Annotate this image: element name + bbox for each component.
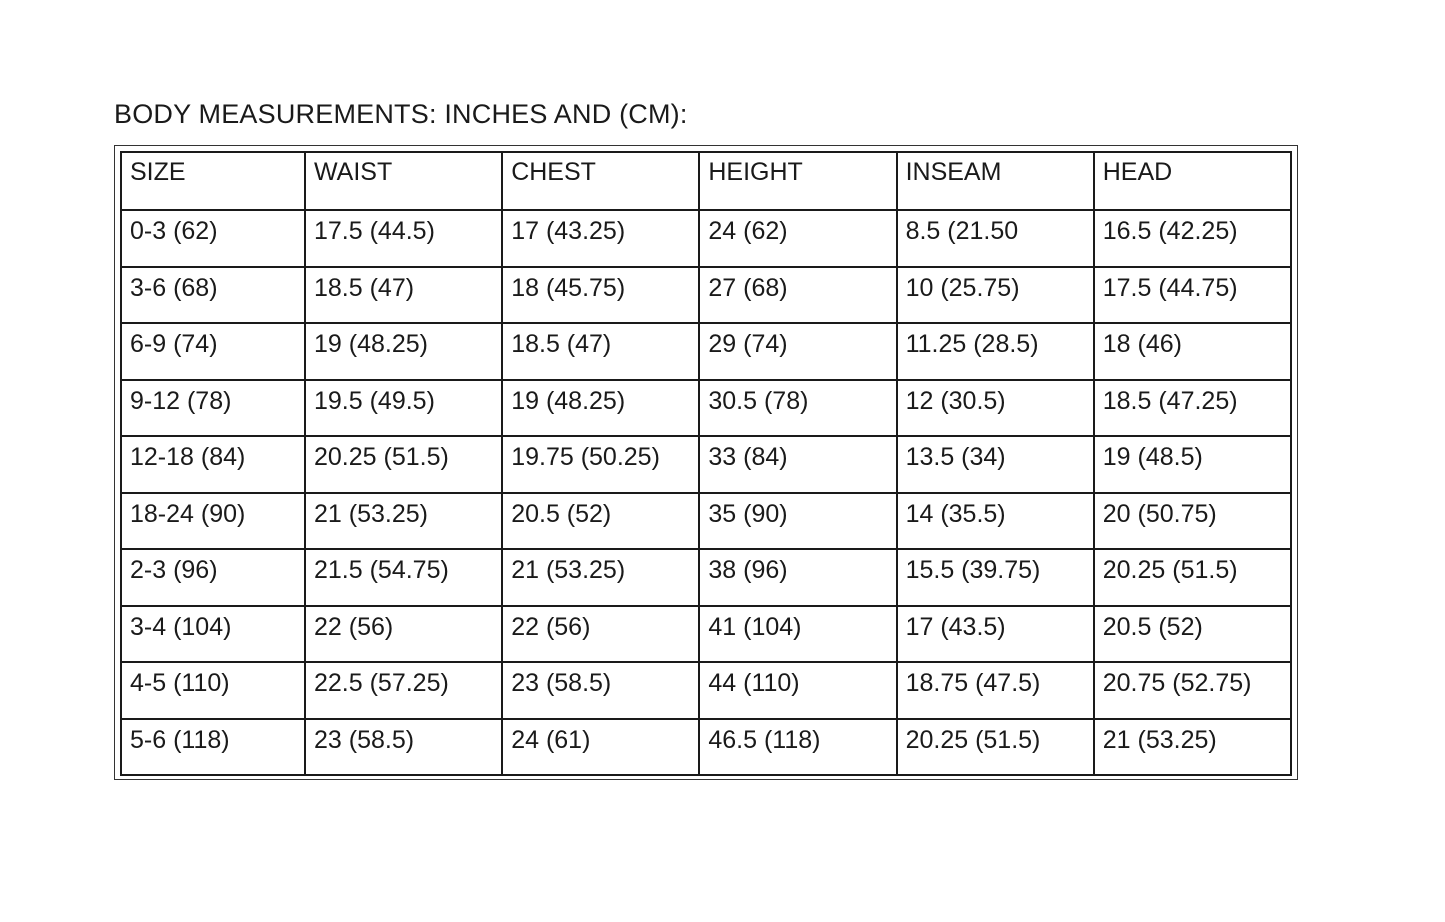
cell-head: 17.5 (44.75) bbox=[1094, 267, 1291, 324]
cell-size: 3-4 (104) bbox=[121, 606, 305, 663]
cell-height: 27 (68) bbox=[699, 267, 896, 324]
cell-chest: 19.75 (50.25) bbox=[502, 436, 699, 493]
cell-head: 20 (50.75) bbox=[1094, 493, 1291, 550]
cell-head: 20.25 (51.5) bbox=[1094, 549, 1291, 606]
cell-chest: 21 (53.25) bbox=[502, 549, 699, 606]
cell-inseam: 14 (35.5) bbox=[897, 493, 1094, 550]
cell-inseam: 20.25 (51.5) bbox=[897, 719, 1094, 776]
cell-waist: 19 (48.25) bbox=[305, 323, 502, 380]
column-header-size: SIZE bbox=[121, 152, 305, 210]
cell-head: 20.5 (52) bbox=[1094, 606, 1291, 663]
cell-height: 24 (62) bbox=[699, 210, 896, 267]
cell-chest: 17 (43.25) bbox=[502, 210, 699, 267]
cell-waist: 20.25 (51.5) bbox=[305, 436, 502, 493]
cell-waist: 17.5 (44.5) bbox=[305, 210, 502, 267]
cell-inseam: 18.75 (47.5) bbox=[897, 662, 1094, 719]
cell-height: 30.5 (78) bbox=[699, 380, 896, 437]
measurements-table-frame bbox=[114, 145, 1298, 780]
cell-inseam: 10 (25.75) bbox=[897, 267, 1094, 324]
cell-waist: 23 (58.5) bbox=[305, 719, 502, 776]
cell-height: 46.5 (118) bbox=[699, 719, 896, 776]
column-header-waist: WAIST bbox=[305, 152, 502, 210]
table-row bbox=[121, 662, 1291, 719]
cell-size: 4-5 (110) bbox=[121, 662, 305, 719]
cell-size: 18-24 (90) bbox=[121, 493, 305, 550]
cell-head: 21 (53.25) bbox=[1094, 719, 1291, 776]
cell-size: 3-6 (68) bbox=[121, 267, 305, 324]
cell-chest: 24 (61) bbox=[502, 719, 699, 776]
cell-height: 29 (74) bbox=[699, 323, 896, 380]
cell-chest: 22 (56) bbox=[502, 606, 699, 663]
column-header-inseam: INSEAM bbox=[897, 152, 1094, 210]
cell-chest: 18 (45.75) bbox=[502, 267, 699, 324]
cell-head: 20.75 (52.75) bbox=[1094, 662, 1291, 719]
cell-waist: 18.5 (47) bbox=[305, 267, 502, 324]
cell-inseam: 8.5 (21.50 bbox=[897, 210, 1094, 267]
column-header-head: HEAD bbox=[1094, 152, 1291, 210]
cell-waist: 19.5 (49.5) bbox=[305, 380, 502, 437]
table-row bbox=[121, 493, 1291, 550]
cell-chest: 23 (58.5) bbox=[502, 662, 699, 719]
table-row bbox=[121, 380, 1291, 437]
cell-size: 0-3 (62) bbox=[121, 210, 305, 267]
table-row bbox=[121, 549, 1291, 606]
cell-head: 16.5 (42.25) bbox=[1094, 210, 1291, 267]
column-header-chest: CHEST bbox=[502, 152, 699, 210]
table-row bbox=[121, 436, 1291, 493]
cell-inseam: 13.5 (34) bbox=[897, 436, 1094, 493]
cell-inseam: 15.5 (39.75) bbox=[897, 549, 1094, 606]
cell-size: 6-9 (74) bbox=[121, 323, 305, 380]
cell-waist: 22 (56) bbox=[305, 606, 502, 663]
cell-waist: 21 (53.25) bbox=[305, 493, 502, 550]
table-row bbox=[121, 267, 1291, 324]
cell-chest: 20.5 (52) bbox=[502, 493, 699, 550]
cell-head: 19 (48.5) bbox=[1094, 436, 1291, 493]
table-row bbox=[121, 719, 1291, 776]
column-header-height: HEIGHT bbox=[699, 152, 896, 210]
cell-head: 18 (46) bbox=[1094, 323, 1291, 380]
cell-height: 41 (104) bbox=[699, 606, 896, 663]
cell-height: 35 (90) bbox=[699, 493, 896, 550]
table-row bbox=[121, 210, 1291, 267]
table-row bbox=[121, 323, 1291, 380]
cell-size: 9-12 (78) bbox=[121, 380, 305, 437]
table-row bbox=[121, 606, 1291, 663]
cell-chest: 18.5 (47) bbox=[502, 323, 699, 380]
cell-chest: 19 (48.25) bbox=[502, 380, 699, 437]
cell-waist: 21.5 (54.75) bbox=[305, 549, 502, 606]
cell-inseam: 11.25 (28.5) bbox=[897, 323, 1094, 380]
cell-size: 2-3 (96) bbox=[121, 549, 305, 606]
cell-head: 18.5 (47.25) bbox=[1094, 380, 1291, 437]
cell-inseam: 17 (43.5) bbox=[897, 606, 1094, 663]
cell-inseam: 12 (30.5) bbox=[897, 380, 1094, 437]
cell-size: 5-6 (118) bbox=[121, 719, 305, 776]
cell-size: 12-18 (84) bbox=[121, 436, 305, 493]
cell-height: 44 (110) bbox=[699, 662, 896, 719]
page-title: BODY MEASUREMENTS: INCHES AND (CM): bbox=[114, 99, 688, 129]
table-header-row bbox=[121, 152, 1291, 210]
cell-height: 38 (96) bbox=[699, 549, 896, 606]
measurements-table bbox=[120, 151, 1292, 776]
cell-waist: 22.5 (57.25) bbox=[305, 662, 502, 719]
cell-height: 33 (84) bbox=[699, 436, 896, 493]
